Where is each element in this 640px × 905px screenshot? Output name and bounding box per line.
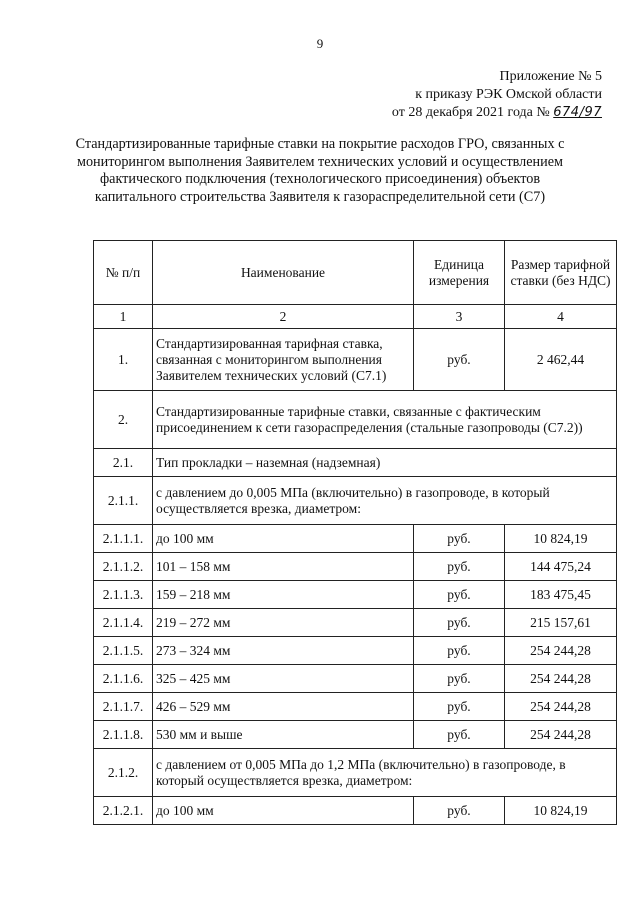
- table-row: [94, 329, 617, 391]
- row-value: 10 824,19: [505, 797, 617, 825]
- table-row: [94, 391, 617, 449]
- index-cell: 3: [414, 305, 505, 329]
- table-row: [94, 449, 617, 477]
- row-unit: руб.: [414, 581, 505, 609]
- row-unit: руб.: [414, 525, 505, 553]
- row-unit: руб.: [414, 721, 505, 749]
- row-value: 254 244,28: [505, 665, 617, 693]
- row-number: 2.1.1.2.: [94, 553, 153, 581]
- row-name: 426 – 529 мм: [153, 693, 414, 721]
- row-name: Стандартизированная тарифная ставка, связанная с мониторингом выполнения Заявителем технических условий (С7.1): [153, 329, 414, 391]
- table-row: [94, 693, 617, 721]
- row-number: 1.: [94, 329, 153, 391]
- row-name: 101 – 158 мм: [153, 553, 414, 581]
- table-row: [94, 637, 617, 665]
- table-row: [94, 477, 617, 525]
- row-number: 2.1.1.5.: [94, 637, 153, 665]
- table-row: [94, 665, 617, 693]
- row-name: Тип прокладки – наземная (надземная): [153, 449, 617, 477]
- row-number: 2.1.1.: [94, 477, 153, 525]
- appendix-header: [392, 68, 602, 122]
- tariff-table: [93, 240, 617, 825]
- row-number: 2.1.1.7.: [94, 693, 153, 721]
- table-row: [94, 721, 617, 749]
- appendix-line-2: к приказу РЭК Омской области: [415, 87, 602, 102]
- row-number: 2.: [94, 391, 153, 449]
- appendix-line-1: Приложение № 5: [499, 69, 602, 84]
- page-number: 9: [316, 36, 324, 51]
- row-value: 254 244,28: [505, 693, 617, 721]
- document-title: Стандартизированные тарифные ставки на покрытие расходов ГРО, связанных с мониторингом выполнения Заявителем технических условий и осуществлением фактического подключения (технологического присоединения) объектов капитального строительства Заявителя к газораспределительной сети (С7): [75, 136, 565, 205]
- table-header-row: [94, 241, 617, 305]
- index-cell: 1: [94, 305, 153, 329]
- row-value: 215 157,61: [505, 609, 617, 637]
- row-number: 2.1.1.3.: [94, 581, 153, 609]
- row-name: 530 мм и выше: [153, 721, 414, 749]
- index-cell: 2: [153, 305, 414, 329]
- row-name: 325 – 425 мм: [153, 665, 414, 693]
- row-name: с давлением от 0,005 МПа до 1,2 МПа (включительно) в газопроводе, в который осуществляется врезка, диаметром:: [153, 749, 617, 797]
- table-row: [94, 609, 617, 637]
- row-name: Стандартизированные тарифные ставки, связанные с фактическим присоединением к сети газораспределения (стальные газопроводы (С7.2)): [153, 391, 617, 449]
- row-value: 144 475,24: [505, 553, 617, 581]
- row-name: 273 – 324 мм: [153, 637, 414, 665]
- header-name: Наименование: [153, 241, 414, 305]
- row-unit: руб.: [414, 693, 505, 721]
- table-row: [94, 749, 617, 797]
- header-value: Размер тарифной ставки (без НДС): [505, 241, 617, 305]
- table-index-row: [94, 305, 617, 329]
- row-number: 2.1.2.1.: [94, 797, 153, 825]
- row-unit: руб.: [414, 665, 505, 693]
- row-unit: руб.: [414, 553, 505, 581]
- row-value: 183 475,45: [505, 581, 617, 609]
- appendix-line-3: [392, 104, 602, 122]
- row-unit: руб.: [414, 609, 505, 637]
- row-number: 2.1.1.1.: [94, 525, 153, 553]
- table-row: [94, 797, 617, 825]
- row-name: до 100 мм: [153, 525, 414, 553]
- table-row: [94, 553, 617, 581]
- row-number: 2.1.1.4.: [94, 609, 153, 637]
- row-unit: руб.: [414, 797, 505, 825]
- index-cell: 4: [505, 305, 617, 329]
- appendix-date: от 28 декабря 2021 года №: [391, 105, 550, 120]
- row-value: 2 462,44: [505, 329, 617, 391]
- table-row: [94, 525, 617, 553]
- row-name: с давлением до 0,005 МПа (включительно) в газопроводе, в который осуществляется врезка, диаметром:: [153, 477, 617, 525]
- table-row: [94, 581, 617, 609]
- row-value: 254 244,28: [505, 721, 617, 749]
- row-name: до 100 мм: [153, 797, 414, 825]
- row-value: 254 244,28: [505, 637, 617, 665]
- row-name: 219 – 272 мм: [153, 609, 414, 637]
- order-number-handwritten: 674/97: [553, 105, 602, 120]
- row-value: 10 824,19: [505, 525, 617, 553]
- row-name: 159 – 218 мм: [153, 581, 414, 609]
- row-number: 2.1.1.6.: [94, 665, 153, 693]
- row-number: 2.1.: [94, 449, 153, 477]
- row-unit: руб.: [414, 329, 505, 391]
- header-unit: Единица измерения: [414, 241, 505, 305]
- row-number: 2.1.2.: [94, 749, 153, 797]
- row-unit: руб.: [414, 637, 505, 665]
- row-number: 2.1.1.8.: [94, 721, 153, 749]
- header-num: № п/п: [94, 241, 153, 305]
